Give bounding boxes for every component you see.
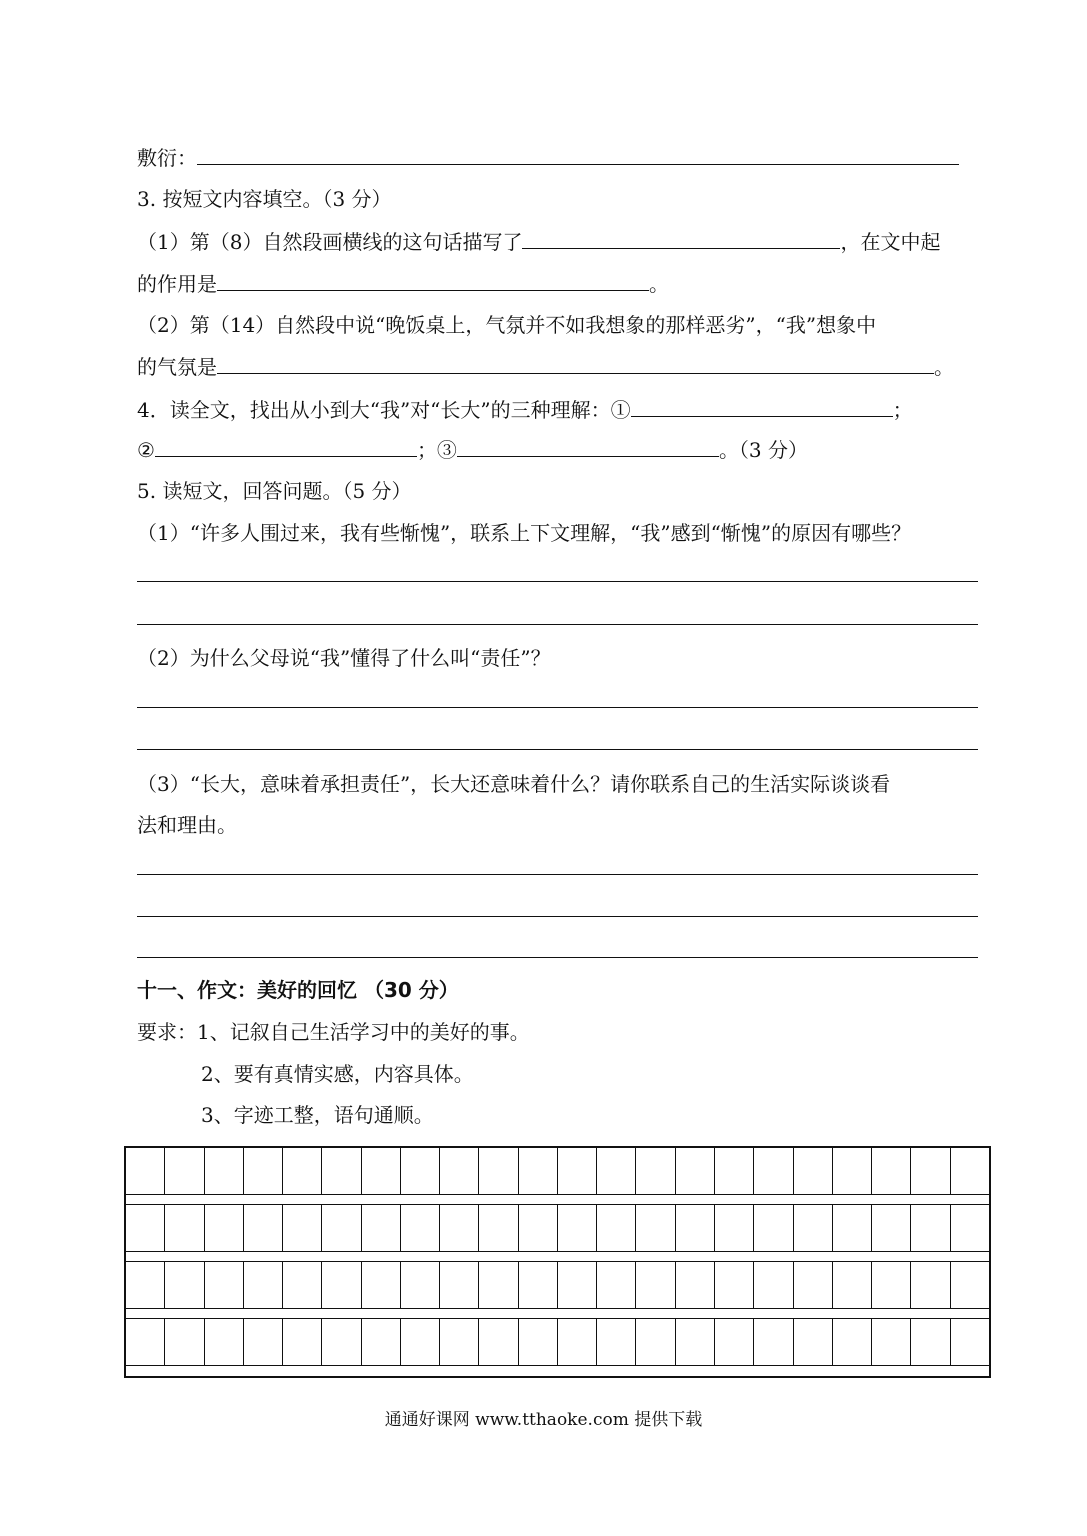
grid-cell[interactable]	[165, 1262, 204, 1308]
grid-cell[interactable]	[676, 1205, 715, 1251]
grid-cell[interactable]	[833, 1319, 872, 1365]
grid-cell[interactable]	[440, 1205, 479, 1251]
grid-cell[interactable]	[165, 1148, 204, 1194]
grid-cell[interactable]	[676, 1262, 715, 1308]
essay-requirement-2: 2、要有真情实感，内容具体。	[201, 1062, 474, 1086]
writing-grid[interactable]	[124, 1146, 991, 1378]
grid-cell[interactable]	[283, 1319, 322, 1365]
answer-blank[interactable]	[522, 228, 840, 249]
answer-blank-3[interactable]	[457, 436, 719, 457]
grid-cell[interactable]	[244, 1205, 283, 1251]
q3-part1-line2	[137, 270, 669, 297]
semicolon: ；	[892, 398, 913, 422]
grid-cell[interactable]	[322, 1319, 361, 1365]
grid-cell[interactable]	[794, 1319, 833, 1365]
grid-cell[interactable]	[322, 1262, 361, 1308]
q5-part3-line2: 法和理由。	[137, 813, 237, 837]
grid-cell[interactable]	[401, 1262, 440, 1308]
grid-cell[interactable]	[951, 1148, 989, 1194]
grid-cell[interactable]	[244, 1319, 283, 1365]
grid-cell[interactable]	[362, 1319, 401, 1365]
grid-cell[interactable]	[519, 1319, 558, 1365]
grid-cell[interactable]	[872, 1148, 911, 1194]
grid-cell[interactable]	[165, 1205, 204, 1251]
grid-cell[interactable]	[244, 1148, 283, 1194]
period: 。	[934, 355, 954, 379]
grid-cell[interactable]	[558, 1205, 597, 1251]
grid-cell[interactable]	[636, 1148, 675, 1194]
grid-cell[interactable]	[440, 1148, 479, 1194]
grid-cell[interactable]	[597, 1262, 636, 1308]
answer-line[interactable]	[137, 957, 978, 958]
grid-cell[interactable]	[951, 1319, 989, 1365]
answer-line[interactable]	[137, 916, 978, 917]
q3-part2-text: 的气氛是	[137, 355, 217, 379]
grid-cell[interactable]	[597, 1319, 636, 1365]
grid-cell[interactable]	[911, 1205, 950, 1251]
answer-blank-2[interactable]	[155, 436, 417, 457]
grid-cell[interactable]	[362, 1205, 401, 1251]
grid-cell[interactable]	[401, 1148, 440, 1194]
grid-row	[126, 1262, 989, 1309]
answer-blank[interactable]	[217, 353, 934, 374]
grid-cell[interactable]	[126, 1205, 165, 1251]
grid-cell[interactable]	[833, 1262, 872, 1308]
answer-blank-1[interactable]	[631, 396, 893, 417]
grid-cell[interactable]	[951, 1262, 989, 1308]
grid-cell[interactable]	[322, 1205, 361, 1251]
grid-cell[interactable]	[794, 1148, 833, 1194]
essay-requirement-1: 要求：1、记叙自己生活学习中的美好的事。	[137, 1020, 530, 1044]
circled-two: ②	[137, 438, 155, 462]
grid-cell[interactable]	[872, 1319, 911, 1365]
q4-text: 4．读全文，找出从小到大“我”对“长大”的三种理解：①	[137, 398, 631, 422]
grid-cell[interactable]	[754, 1319, 793, 1365]
grid-cell[interactable]	[519, 1205, 558, 1251]
grid-cell[interactable]	[362, 1148, 401, 1194]
grid-cell[interactable]	[754, 1148, 793, 1194]
grid-cell[interactable]	[440, 1319, 479, 1365]
grid-cell[interactable]	[833, 1148, 872, 1194]
q2-line	[137, 144, 959, 171]
q3-part1-text: （1）第（8）自然段画横线的这句话描写了	[137, 230, 523, 254]
grid-cell[interactable]	[676, 1148, 715, 1194]
answer-line[interactable]	[137, 749, 978, 750]
grid-cell[interactable]	[401, 1319, 440, 1365]
grid-gap-strip	[126, 1308, 989, 1319]
answer-line[interactable]	[137, 874, 978, 875]
grid-cell[interactable]	[558, 1148, 597, 1194]
grid-gap-strip	[126, 1194, 989, 1205]
grid-cell[interactable]	[362, 1262, 401, 1308]
grid-cell[interactable]	[519, 1262, 558, 1308]
grid-cell[interactable]	[126, 1262, 165, 1308]
grid-cell[interactable]	[205, 1319, 244, 1365]
q4-score: 。（3 分）	[718, 438, 809, 462]
grid-cell[interactable]	[911, 1319, 950, 1365]
grid-cell[interactable]	[872, 1262, 911, 1308]
grid-cell[interactable]	[401, 1205, 440, 1251]
grid-cell[interactable]	[479, 1205, 518, 1251]
grid-cell[interactable]	[558, 1319, 597, 1365]
grid-cell[interactable]	[205, 1205, 244, 1251]
grid-cell[interactable]	[165, 1319, 204, 1365]
grid-cell[interactable]	[283, 1262, 322, 1308]
grid-gap-strip	[126, 1251, 989, 1262]
q4-line2	[137, 436, 808, 463]
essay-requirement-3: 3、字迹工整，语句通顺。	[201, 1103, 434, 1127]
q3-title: 3. 按短文内容填空。（3 分）	[137, 187, 392, 211]
q5-part1: （1）“许多人围过来，我有些惭愧”，联系上下文理解，“我”感到“惭愧”的原因有哪些？	[137, 521, 912, 545]
grid-row	[126, 1148, 989, 1195]
grid-cell[interactable]	[636, 1262, 675, 1308]
grid-cell[interactable]	[911, 1262, 950, 1308]
grid-cell[interactable]	[715, 1148, 754, 1194]
q3-part1-text: ，在文中起	[840, 230, 941, 254]
answer-line[interactable]	[137, 581, 978, 582]
grid-cell[interactable]	[911, 1148, 950, 1194]
grid-cell[interactable]	[715, 1205, 754, 1251]
footer-text: 通通好课网 www.tthaoke.com 提供下载	[384, 1410, 703, 1430]
grid-cell[interactable]	[479, 1319, 518, 1365]
q5-part2: （2）为什么父母说“我”懂得了什么叫“责任”？	[137, 646, 551, 670]
answer-blank[interactable]	[197, 144, 959, 165]
grid-cell[interactable]	[636, 1205, 675, 1251]
grid-cell[interactable]	[126, 1319, 165, 1365]
grid-cell[interactable]	[440, 1262, 479, 1308]
grid-cell[interactable]	[754, 1262, 793, 1308]
grid-row	[126, 1319, 989, 1366]
grid-cell[interactable]	[205, 1262, 244, 1308]
answer-line[interactable]	[137, 624, 978, 625]
grid-cell[interactable]	[794, 1205, 833, 1251]
grid-cell[interactable]	[715, 1319, 754, 1365]
grid-cell[interactable]	[479, 1148, 518, 1194]
essay-heading: 十一、作文：美好的回忆 （30 分）	[137, 978, 459, 1002]
grid-cell[interactable]	[833, 1205, 872, 1251]
grid-cell[interactable]	[715, 1262, 754, 1308]
grid-cell[interactable]	[126, 1148, 165, 1194]
grid-cell[interactable]	[244, 1262, 283, 1308]
grid-cell[interactable]	[519, 1148, 558, 1194]
grid-cell[interactable]	[676, 1319, 715, 1365]
q3-part1-text: 的作用是	[137, 272, 217, 296]
grid-cell[interactable]	[479, 1262, 518, 1308]
q2-label: 敷衍：	[137, 146, 197, 170]
q4-line1	[137, 396, 913, 423]
grid-cell[interactable]	[205, 1148, 244, 1194]
grid-cell[interactable]	[636, 1319, 675, 1365]
grid-cell[interactable]	[283, 1205, 322, 1251]
grid-cell[interactable]	[754, 1205, 793, 1251]
answer-blank[interactable]	[217, 270, 649, 291]
q5-title: 5. 读短文，回答问题。（5 分）	[137, 479, 412, 503]
grid-cell[interactable]	[794, 1262, 833, 1308]
q3-part1-line1	[137, 228, 940, 255]
grid-cell[interactable]	[283, 1148, 322, 1194]
answer-line[interactable]	[137, 707, 978, 708]
period: 。	[649, 272, 669, 296]
grid-gap-strip	[126, 1365, 989, 1375]
grid-cell[interactable]	[322, 1148, 361, 1194]
grid-cell[interactable]	[597, 1205, 636, 1251]
circled-three: ；③	[416, 438, 457, 462]
q3-part2-line2	[137, 353, 954, 380]
grid-cell[interactable]	[597, 1148, 636, 1194]
grid-cell[interactable]	[951, 1205, 989, 1251]
q3-part2-line1: （2）第（14）自然段中说“晚饭桌上，气氛并不如我想象的那样恶劣”，“我”想象中	[137, 313, 877, 337]
grid-row	[126, 1205, 989, 1252]
q5-part3-line1: （3）“长大，意味着承担责任”，长大还意味着什么？请你联系自己的生活实际谈谈看	[137, 772, 891, 796]
grid-cell[interactable]	[558, 1262, 597, 1308]
grid-cell[interactable]	[872, 1205, 911, 1251]
